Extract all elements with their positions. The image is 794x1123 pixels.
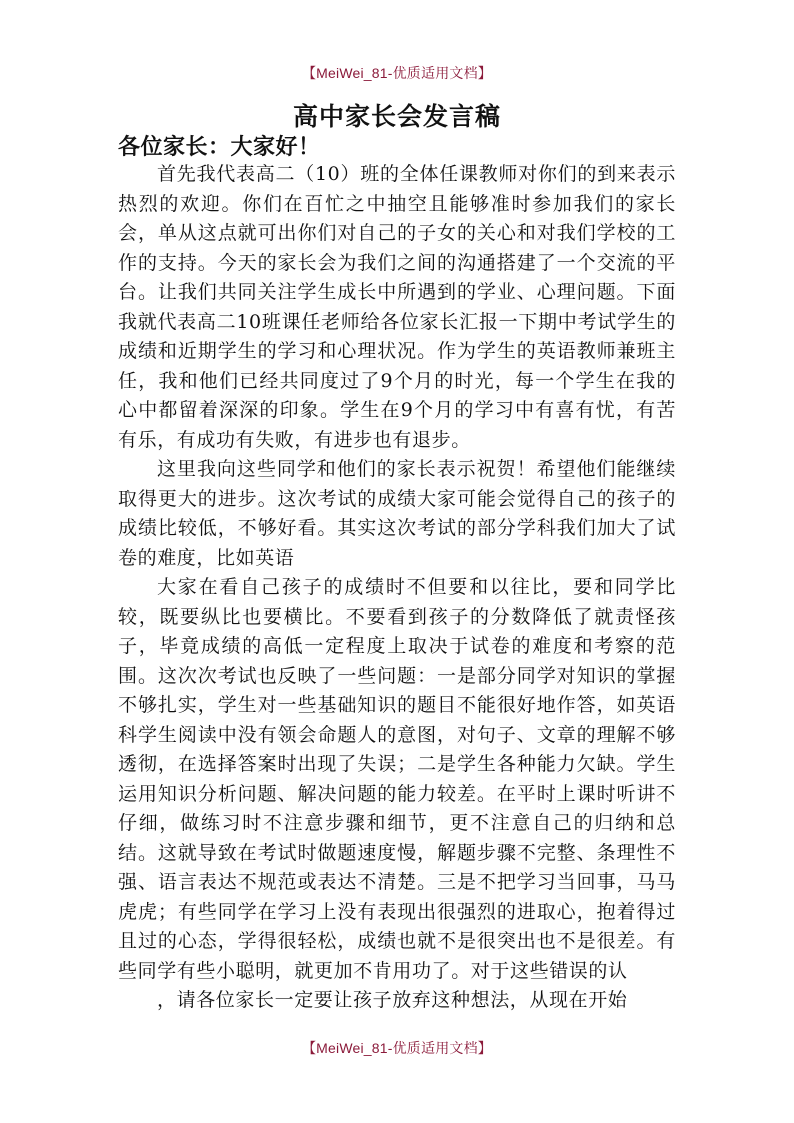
header-watermark: 【MeiWei_81-优质适用文档】: [301, 65, 493, 81]
document-body: [118, 160, 676, 1016]
paragraph-4: ，请各位家长一定要让孩子放弃这种想法，从现在开始: [157, 989, 628, 1011]
footer-watermark: 【MeiWei_81-优质适用文档】: [301, 1040, 493, 1056]
paragraph-3: 大家在看自己孩子的成绩时不但要和以往比，要和同学比较，既要纵比也要横比。不要看到孩子的分数降低了就责怪孩子，毕竟成绩的高低一定程度上取决于试卷的难度和考察的范围。这次次考试也反映了一些问题：一是部分同学对知识的掌握不够扎实，学生对一些基础知识的题目不能很好地作答，如英语科学生阅读中没有领会命题人的意图，对句子、文章的理解不够透彻，在选择答案时出现了失误；二是学生各种能力欠缺。学生运用知识分析问题、解决问题的能力较差。在平时上课时听讲不仔细，做练习时不注意步骤和细节，更不注意自己的归纳和总结。这就导致在考试时做题速度慢，解题步骤不完整、条理性不强、语言表达不规范或表达不清楚。三是不把学习当回事，马马虎虎；有些同学在学习上没有表现出很强烈的进取心，抱着得过且过的心态，学得很轻松，成绩也就不是很突出也不是很差。有些同学有些小聪明，就更加不肯用功了。对于这些错误的认: [118, 576, 676, 982]
document-title: 高中家长会发言稿: [292, 102, 501, 131]
paragraph-2: 这里我向这些同学和他们的家长表示祝贺！希望他们能继续取得更大的进步。这次考试的成绩大家可能会觉得自己的孩子的成绩比较低，不够好看。其实这次考试的部分学科我们加大了试卷的难度，比如英语: [118, 458, 676, 569]
paragraph-1: 首先我代表高二（10）班的全体任课教师对你们的到来表示热烈的欢迎。你们在百忙之中抽空且能够准时参加我们的家长会，单从这点就可出你们对自己的子女的关心和对我们学校的工作的支持。今天的家长会为我们之间的沟通搭建了一个交流的平台。让我们共同关注学生成长中所遇到的学业、心理问题。下面我就代表高二10班课任老师给各位家长汇报一下期中考试学生的成绩和近期学生的学习和心理状况。作为学生的英语教师兼班主任，我和他们已经共同度过了9个月的时光，每一个学生在我的心中都留着深深的印象。学生在9个月的学习中有喜有忧，有苦有乐，有成功有失败，有进步也有退步。: [118, 163, 676, 451]
greeting: 各位家长：大家好！: [118, 134, 321, 160]
